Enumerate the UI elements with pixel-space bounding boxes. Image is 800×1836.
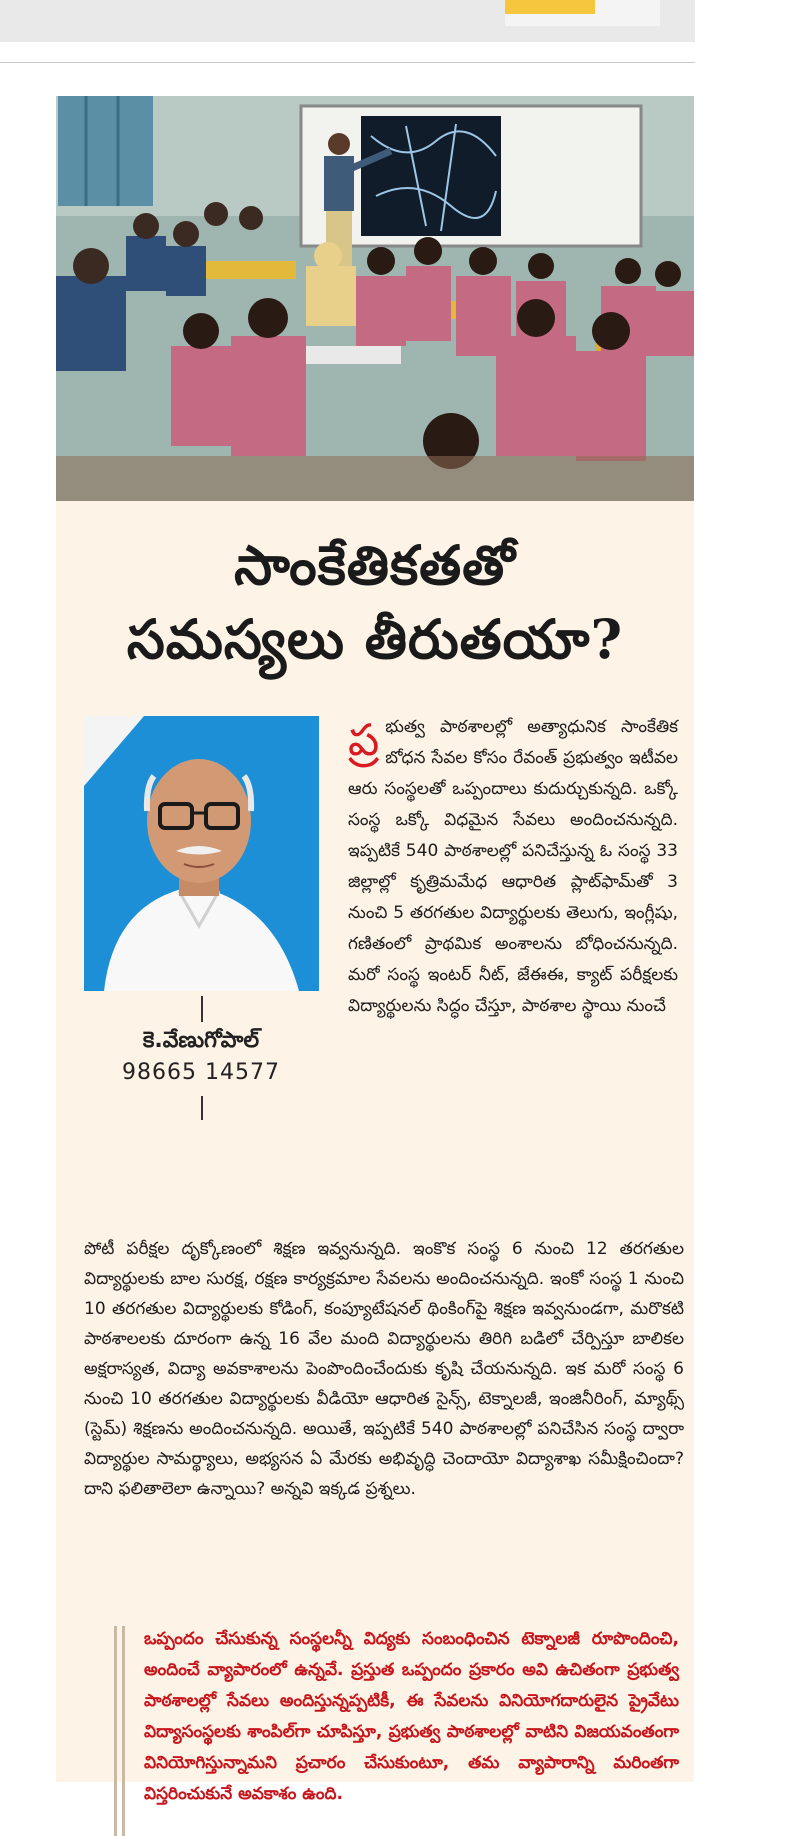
- classroom-photo-illustration: [56, 96, 694, 501]
- author-rule-bottom: [201, 1096, 203, 1120]
- quote-bar-inner: [122, 1626, 125, 1836]
- body-column-text: భుత్వ పాఠశాలల్లో అత్యాధునిక సాంకేతిక బోధన సేవల కోసం రేవంత్ ప్రభుత్వం ఇటీవల ఆరు సంస్థలతో ఒప్పందాలు కుదుర్చుకున్నది. ఒక్కో సంస్థ ఒక్కో విధమైన సేవలు అందించనున్నది. ఇప్పటికే 540 పాఠశాలల్లో పనిచేస్తున్న ఓ సంస్థ 33 జిల్లాల్లో కృత్రిమమేధ ఆధారిత ప్లాట్‌ఫామ్‌తో 3 నుంచి 5 తరగతుల విద్యార్థులకు తెలుగు, ఇంగ్లీషు, గణితంలో ప్రాథమిక అంశాలను బోధించనున్నది. మరో సంస్థ ఇంటర్ నీట్, జేఈఈ, క్యాట్ పరీక్షలకు విద్యార్థులను సిద్ధం చేస్తూ, పాఠశాల స్థాయి నుంచే: [348, 717, 678, 1016]
- author-byline: [56, 1026, 346, 1090]
- author-name: కె.వేణుగోపాల్: [142, 1028, 260, 1053]
- author-portrait-illustration: [84, 716, 319, 991]
- body-full-width: పోటీ పరీక్షల దృక్కోణంలో శిక్షణ ఇవ్వనున్నది. ఇంకొక సంస్థ 6 నుంచి 12 తరగతుల విద్యార్థులకు బాల సురక్ష, రక్షణ కార్యక్రమాల సేవలను అందించనున్నది. ఇంకో సంస్థ 1 నుంచి 10 తరగతుల విద్యార్థులకు కోడింగ్, కంప్యూటేషనల్ థింకింగ్‌పై శిక్షణ ఇవ్వనుండగా, మరొకటి పాఠశాలలకు దూరంగా ఉన్న 16 వేల మంది విద్యార్థులను తిరిగి బడిలో చేర్పిస్తూ బాలికల అక్షరాస్యత, విద్యా అవకాశాలను పెంపొందించేందుకు కృషి చేయనున్నది. ఇక మరో సంస్థ 6 నుంచి 10 తరగతుల విద్యార్థులకు వీడియో ఆధారిత సైన్స్, టెక్నాలజీ, ఇంజినీరింగ్, మ్యాథ్స్ (స్టెమ్) శిక్షణను అందించనున్నది. అయితే, ఇప్పటికే 540 పాఠశాలల్లో పనిచేసిన సంస్థ ద్వారా విద్యార్థుల సామర్థ్యాలు, అభ్యసన ఏ మేరకు అభివృద్ధి చెందాయో విద్యాశాఖ సమీక్షించిందా? దాని ఫలితాలెలా ఉన్నాయి? అన్నవి ఇక్కడ ప్రశ్నలు.: [84, 1239, 684, 1499]
- author-photo: [84, 716, 319, 991]
- toolbar-chip-accent: [505, 0, 595, 14]
- classroom-photo: [56, 96, 694, 501]
- author-rule-top: [201, 996, 203, 1022]
- author-phone: 98665 14577: [122, 1060, 280, 1085]
- article: [56, 96, 694, 1804]
- quote-bar: [114, 1626, 117, 1836]
- headline-line-2: సమస్యలు తీరుతయా?: [126, 607, 624, 671]
- headline-line-1: సాంకేతికతతో: [234, 533, 516, 597]
- body-column: [348, 712, 678, 1022]
- top-divider: [0, 62, 695, 63]
- top-toolbar: [0, 0, 695, 42]
- drop-cap: ప్ర: [348, 715, 380, 766]
- pull-quote: ఒప్పందం చేసుకున్న సంస్థలన్నీ విద్యకు సంబంధించిన టెక్నాలజీ రూపొందించి, అందించే వ్యాపారంలో ఉన్నవే. ప్రస్తుత ఒప్పందం ప్రకారం అవి ఉచితంగా ప్రభుత్వ పాఠశాలల్లో సేవలు అందిస్తున్నప్పటికీ, ఈ సేవలను వినియోగదారులైన ప్రైవేటు విద్యాసంస్థలకు శాంపిల్‌గా చూపిస్తూ, ప్రభుత్వ పాఠశాలల్లో వాటిని విజయవంతంగా వినియోగిస్తున్నామని ప్రచారం చేసుకుంటూ, తమ వ్యాపారాన్ని మరింతగా విస్తరించుకునే అవకాశం ఉంది.: [144, 1629, 679, 1804]
- headline: [56, 528, 694, 676]
